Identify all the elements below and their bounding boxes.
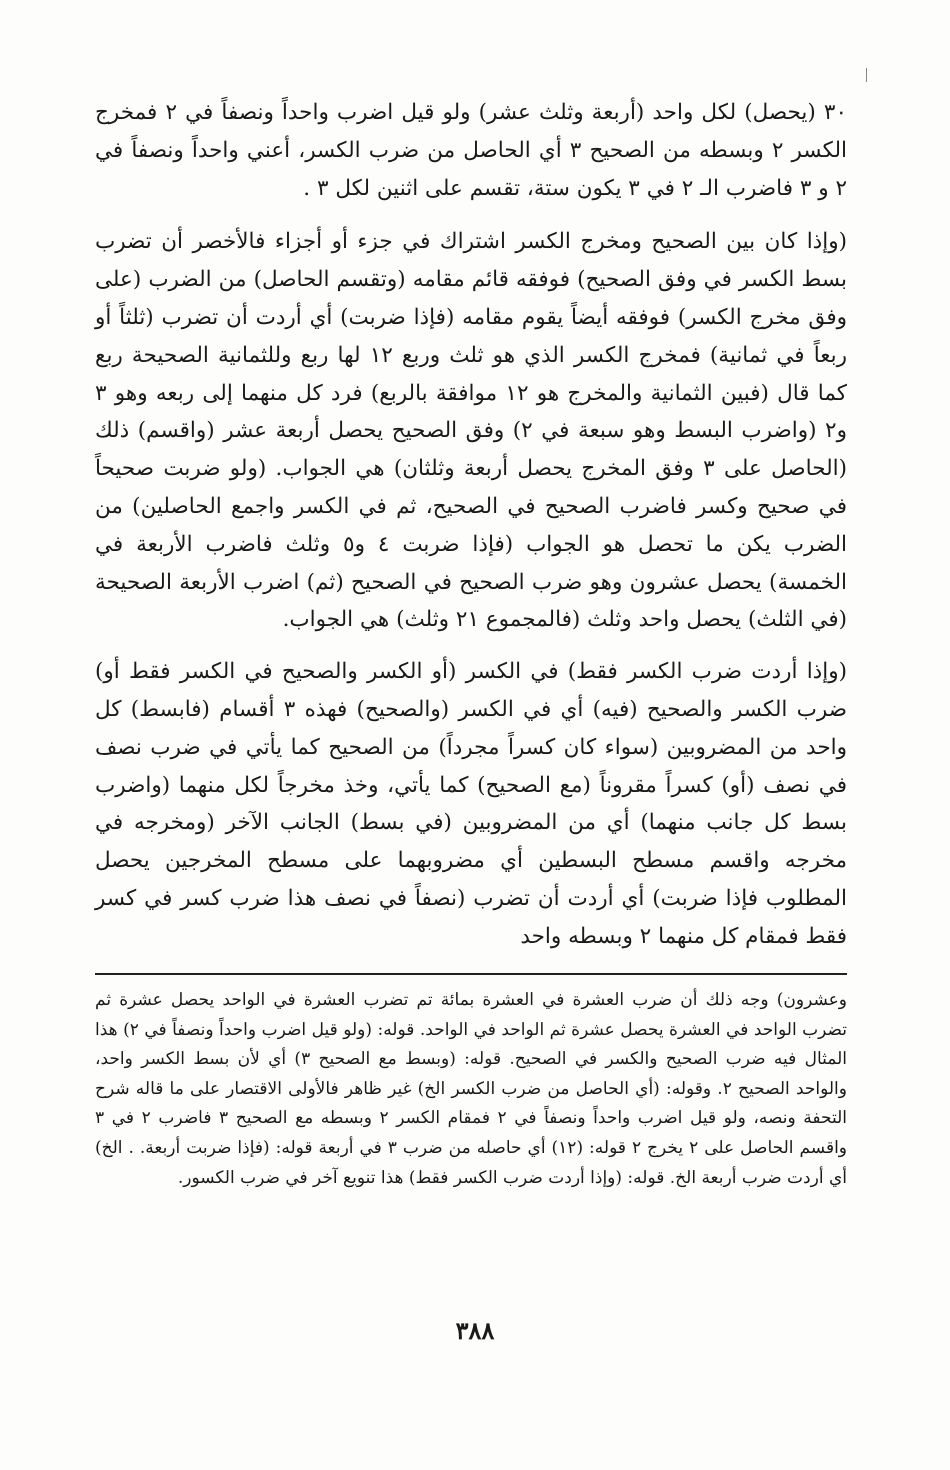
page-number: ٣٨٨ — [455, 1316, 495, 1345]
paragraph-2: (وإذا كان بين الصحيح ومخرج الكسر اشتراك في جزء أو أجزاء فالأخصر أن تضرب بسط الكسر في وفق الصحيح) فوفقه قائم مقامه (وتقسم الحاصل) من الضرب (على وفق مخرج الكسر) فوفقه أيضاً يقوم مقامه (فإذا ضربت) أي أردت أن تضرب (ثلثاً أو ربعاً في ثمانية) فمخرج الكسر الذي هو ثلث وربع ١٢ لها ربع وللثمانية الصحيحة ربع كما قال (فبين الثمانية والمخرج هو ١٢ موافقة بالربع) فرد كل منهما إلى ربعه وهو ٣ و٢ (واضرب البسط وهو سبعة في ٢) وفق الصحيح يحصل أربعة عشر (واقسم) ذلك (الحاصل على ٣ وفق المخرج يحصل أربعة وثلثان) هي الجواب. (ولو ضربت صحيحاً في صحيح وكسر فاضرب الصحيح في الصحيح، ثم في الكسر واجمع الحاصلين) من الضرب يكن ما تحصل هو الجواب (فإذا ضربت ٤ و٥ وثلث فاضرب الأربعة في الخمسة) يحصل عشرون وهو ضرب الصحيح في الصحيح (ثم) اضرب الأربعة الصحيحة (في الثلث) يحصل واحد وثلث (فالمجموع ٢١ وثلث) هي الجواب. — [95, 229, 848, 633]
margin-mark — [866, 68, 867, 82]
paragraph-1: ٣٠ (يحصل) لكل واحد (أربعة وثلث عشر) ولو قيل اضرب واحداً ونصفاً في ٢ فمخرج الكسر ٢ وبسطه من الصحيح ٣ أي الحاصل من ضرب الكسر، أعني واحداً ونصفاً في ٢ و ٣ فاضرب الـ ٢ في ٣ يكون ستة، تقسم على اثنين لكل ٣ . — [95, 100, 848, 201]
footnote-divider — [95, 973, 847, 975]
footnote-text: وعشرون) وجه ذلك أن ضرب العشرة في العشرة بمائة تم تضرب العشرة في الواحد يحصل عشرة ثم تضرب الواحد في العشرة يحصل عشرة ثم الواحد في الواحد. قوله: (ولو قيل اضرب واحداً ونصفاً في ٢) هذا المثال فيه ضرب الصحيح والكسر في الصحيح. قوله: (وبسط مع الصحيح ٣) أي لأن بسط الكسر واحد، والواحد الصحيح ٢. وقوله: (أي الحاصل من ضرب الكسر الخ) غير ظاهر فالأولى الاقتصار على ما قاله شرح التحفة ونصه، ولو قيل اضرب واحداً ونصفاً في ٢ فمقام الكسر ٢ وبسطه مع الصحيح ٣ فاضرب ٢ في ٣ واقسم الحاصل على ٢ يخرج ٢ قوله: (١٢) أي حاصله من ضرب ٣ في أربعة قوله: (فإذا ضربت أربعة. . الخ) أي أردت ضرب أربعة الخ. قوله: (وإذا أردت ضرب الكسر فقط) هذا تنويع آخر في ضرب الكسور. — [95, 990, 848, 1188]
paragraph-3: (وإذا أردت ضرب الكسر فقط) في الكسر (أو الكسر والصحيح في الكسر فقط أو) ضرب الكسر والصحيح (فيه) أي في الكسر (والصحيح) فهذه ٣ أقسام (فابسط) كل واحد من المضروبين (سواء كان كسراً مجرداً) من الصحيح كما يأتي في ضرب نصف في نصف (أو) كسراً مقروناً (مع الصحيح) كما يأتي، وخذ مخرجاً لكل منهما (واضرب بسط كل جانب منهما) أي من المضروبين (في بسط) الجانب الآخر (ومخرجه في مخرجه واقسم مسطح البسطين أي مضروبهما على مسطح المخرجين يحصل المطلوب فإذا ضربت) أي أردت أن تضرب (نصفاً في نصف هذا ضرب كسر في كسر فقط فمقام كل منهما ٢ وبسطه واحد — [95, 659, 847, 949]
main-text — [95, 94, 847, 970]
footnotes — [95, 986, 847, 1193]
